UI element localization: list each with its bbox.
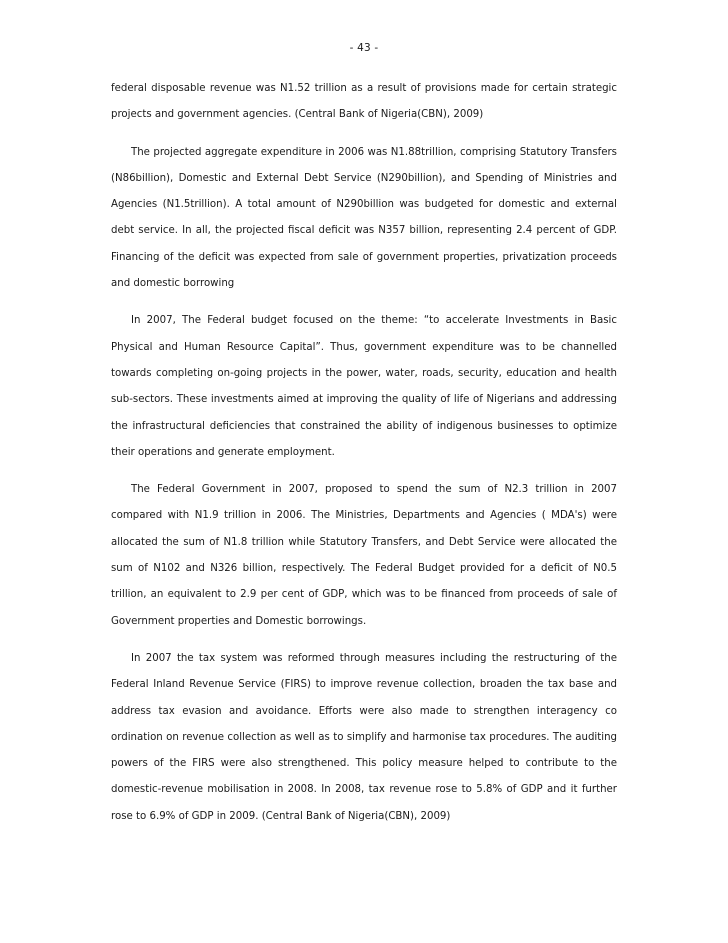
paragraph-tax-reform: In 2007 the tax system was reformed through measures including the restructuring of the Federal Inland Revenue Service (FIRS) to improve revenue collection, broaden the tax base and address tax evasion and avoidance. Efforts were also made to strengthen interagency co ordination on revenue collection as well as to simplify and harmonise tax procedures. The auditing powers of the FIRS were also strengthened. This policy measure helped to contribute to the domestic-revenue mobilisation in 2008. In 2008, tax revenue rose to 5.8% of GDP and it further rose to 6.9% of GDP in 2009. (Central Bank of Nigeria(CBN), 2009) bbox=[111, 652, 617, 822]
paragraph-continuation: federal disposable revenue was N1.52 trillion as a result of provisions made for certain strategic projects and government agencies. (Central Bank of Nigeria(CBN), 2009) bbox=[111, 83, 617, 121]
page-number: - 43 - bbox=[349, 42, 379, 54]
paragraph-2007-budget-theme: In 2007, The Federal budget focused on the theme: “to accelerate Investments in Basic Physical and Human Resource Capital”. Thus, government expenditure was to be channelled towards completing on-going projects in the power, water, roads, security, education and health sub-sectors. These investments aimed at improving the quality of life of Nigerians and addressing the infrastructural deficiencies that constrained the ability of indigenous businesses to optimize their operations and generate employment. bbox=[111, 315, 617, 458]
paragraph-2007-spending: The Federal Government in 2007, proposed to spend the sum of N2.3 trillion in 2007 compared with N1.9 trillion in 2006. The Ministries, Departments and Agencies ( MDA's) were allocated the sum of N1.8 trillion while Statutory Transfers, and Debt Service were allocated the sum of N102 and N326 billion, respectively. The Federal Budget provided for a deficit of N0.5 trillion, an equivalent to 2.9 per cent of GDP, which was to be financed from proceeds of sale of Government properties and Domestic borrowings. bbox=[111, 484, 617, 627]
document-body bbox=[111, 76, 617, 830]
paragraph-2006-expenditure: The projected aggregate expenditure in 2006 was N1.88trillion, comprising Statutory Transfers (N86billion), Domestic and External Debt Service (N290billion), and Spending of Ministries and Agencies (N1.5trillion). A total amount of N290billion was budgeted for domestic and external debt service. In all, the projected fiscal deficit was N357 billion, representing 2.4 percent of GDP. Financing of the deficit was expected from sale of government properties, privatization proceeds and domestic borrowing bbox=[111, 146, 617, 290]
